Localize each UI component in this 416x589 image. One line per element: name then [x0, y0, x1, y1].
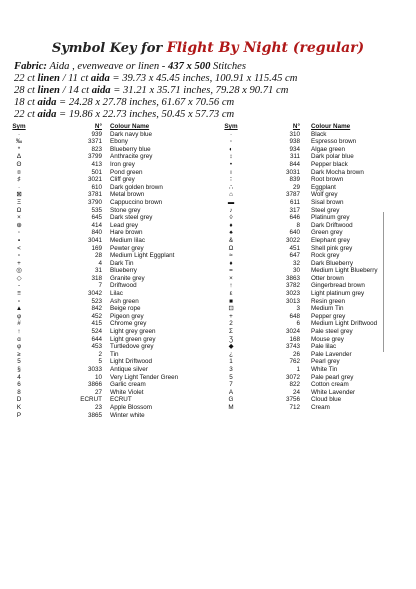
- number-cell: 24: [292, 388, 300, 396]
- symbol-cell: 5: [229, 373, 233, 381]
- number-cell: 523: [91, 297, 102, 305]
- symbol-cell: G: [228, 396, 234, 404]
- number-cell: 4: [98, 259, 102, 267]
- number-cell: 3042: [87, 290, 102, 298]
- symbol-cell: ♦: [229, 221, 233, 229]
- number-cell: 7: [98, 282, 102, 290]
- number-cell: 611: [289, 198, 300, 206]
- colour-name-cell: Root brown: [311, 176, 344, 184]
- number-cell: 5: [98, 358, 102, 366]
- number-cell: 3863: [285, 274, 300, 282]
- symbol-cell: ♪: [229, 206, 233, 214]
- symbol-cell: ▪: [17, 236, 21, 244]
- size-line: 22 ct linen / 11 ct aida = 39.73 x 45.45 inches, 100.91 x 115.45 cm: [14, 73, 298, 85]
- symbol-cell: ·: [229, 130, 233, 138]
- colour-name-cell: Cream: [311, 403, 330, 411]
- symbol-cell: A: [228, 388, 234, 396]
- number-cell: 32: [292, 259, 300, 267]
- colour-name-cell: Black: [311, 130, 327, 138]
- symbol-cell: ı: [230, 168, 232, 176]
- colour-name-cell: Shell pink grey: [311, 244, 353, 252]
- symbol-cell: ◐: [229, 145, 233, 153]
- colour-name-cell: Cappuccino brown: [110, 198, 163, 206]
- number-cell: 3371: [87, 138, 102, 146]
- symbol-cell: ◎: [16, 267, 22, 275]
- header-sym: Sym: [224, 123, 238, 130]
- colour-name-cell: Espresso brown: [311, 138, 357, 146]
- symbol-cell: ♯: [17, 176, 21, 184]
- colour-name-cell: Blueberry: [110, 267, 137, 275]
- symbol-cell: +: [17, 259, 21, 267]
- number-cell: 840: [91, 229, 102, 237]
- number-cell: 3031: [285, 168, 300, 176]
- symbol-cell: φ: [16, 312, 22, 320]
- number-cell: 452: [91, 312, 102, 320]
- colour-name-cell: Dark navy blue: [110, 130, 152, 138]
- colour-name-cell: Winter white: [110, 411, 145, 419]
- number-cell: 3022: [285, 236, 300, 244]
- number-cell: 23: [94, 403, 102, 411]
- number-cell: 30: [292, 267, 300, 275]
- colour-name-cell: Metal brown: [110, 191, 145, 199]
- number-cell: 3865: [87, 411, 102, 419]
- colour-name-cell: Pale lilac: [311, 343, 337, 351]
- colour-name-cell: Light platinum grey: [311, 290, 365, 298]
- number-cell: 3013: [285, 297, 300, 305]
- number-cell: 3023: [285, 290, 300, 298]
- colour-name-cell: Otter brown: [311, 274, 344, 282]
- size-line: 28 ct linen / 14 ct aida = 31.21 x 35.71 inches, 79.28 x 90.71 cm: [14, 85, 289, 97]
- header-sym: Sym: [12, 123, 26, 130]
- number-cell: 644: [91, 335, 102, 343]
- number-cell: 3041: [87, 236, 102, 244]
- colour-name-cell: Gingerbread brown: [311, 282, 365, 290]
- symbol-cell: ♦: [229, 259, 233, 267]
- colour-name-cell: Dark Mocha brown: [311, 168, 364, 176]
- number-cell: 3743: [285, 343, 300, 351]
- symbol-cell: =: [229, 267, 233, 275]
- colour-name-cell: Dark Tin: [110, 259, 134, 267]
- number-cell: 3: [296, 305, 300, 313]
- colour-name-cell: Ash green: [110, 297, 139, 305]
- number-cell: 939: [91, 130, 102, 138]
- symbol-cell: ⊕: [16, 221, 22, 229]
- colour-name-cell: Medium lilac: [110, 236, 145, 244]
- colour-name-cell: Medium Tin: [311, 305, 344, 313]
- colour-name-cell: Algae green: [311, 145, 345, 153]
- colour-name-cell: Garlic cream: [110, 381, 146, 389]
- colour-name-cell: Pepper grey: [311, 312, 346, 320]
- colour-name-cell: Resin green: [311, 297, 345, 305]
- symbol-cell: ɑ: [17, 335, 21, 343]
- symbol-cell: ¿: [229, 350, 233, 358]
- symbol-cell: Ξ: [16, 198, 22, 206]
- colour-name-cell: Light Driftwood: [110, 358, 152, 366]
- symbol-cell: Σ: [229, 328, 233, 336]
- colour-name-cell: Lilac: [110, 290, 123, 298]
- number-cell: 169: [91, 244, 102, 252]
- number-cell: 311: [289, 153, 300, 161]
- number-cell: 535: [91, 206, 102, 214]
- colour-name-cell: Ebony: [110, 138, 128, 146]
- size-line: 22 ct aida = 19.86 x 22.73 inches, 50.45 x 57.73 cm: [14, 109, 235, 121]
- pattern-name: Flight By Night (regular): [166, 40, 365, 56]
- number-cell: 3756: [285, 396, 300, 404]
- colour-name-cell: Sisal brown: [311, 198, 344, 206]
- symbol-cell: ⊠: [16, 191, 22, 199]
- colour-name-cell: Driftwood: [110, 282, 137, 290]
- colour-name-cell: Cotton cream: [311, 381, 349, 389]
- number-cell: 10: [94, 373, 102, 381]
- symbol-cell: ¤: [17, 168, 21, 176]
- colour-name-cell: Rock grey: [311, 252, 340, 260]
- colour-name-cell: Chrome grey: [110, 320, 147, 328]
- fabric-line: [14, 61, 410, 73]
- symbol-cell: ♠: [229, 229, 233, 237]
- colour-name-cell: Pale steel grey: [311, 328, 353, 336]
- symbol-cell: ⌂: [229, 191, 233, 199]
- divider-line: [383, 212, 384, 352]
- number-cell: 3072: [285, 373, 300, 381]
- symbol-cell: ▫: [17, 297, 21, 305]
- symbol-cell: •: [229, 160, 233, 168]
- stitch-unit: Stitches: [213, 61, 246, 72]
- symbol-cell: &: [228, 236, 234, 244]
- symbol-cell: ‰: [15, 138, 23, 146]
- fabric-info: [14, 61, 410, 121]
- colour-name-cell: Beige rope: [110, 305, 141, 313]
- number-cell: 3782: [285, 282, 300, 290]
- colour-name-cell: Medium Light Eggplant: [110, 252, 175, 260]
- symbol-cell: ◦: [17, 229, 21, 237]
- colour-name-cell: Dark polar blue: [311, 153, 354, 161]
- colour-name-cell: Eggplant: [311, 183, 336, 191]
- number-cell: 839: [289, 176, 300, 184]
- symbol-cell: Ʒ: [229, 335, 233, 343]
- colour-name-cell: Steel grey: [311, 206, 340, 214]
- number-cell: 415: [91, 320, 102, 328]
- number-cell: 413: [91, 160, 102, 168]
- fabric-types: Aida , evenweave or linen -: [49, 61, 166, 72]
- colour-name-cell: Pepper black: [311, 160, 348, 168]
- colour-name-cell: Pearl grey: [311, 358, 340, 366]
- colour-name-cell: Cliff grey: [110, 176, 135, 184]
- symbol-cell: ↕: [229, 153, 233, 161]
- colour-name-cell: ECRUT: [110, 396, 132, 404]
- number-cell: 29: [292, 183, 300, 191]
- colour-name-cell: Hare brown: [110, 229, 143, 237]
- colour-name-cell: Anthracite grey: [110, 153, 153, 161]
- number-cell: 6: [296, 320, 300, 328]
- colour-name-cell: Apple Blossom: [110, 403, 152, 411]
- colour-name-cell: Tin: [110, 350, 119, 358]
- fabric-label: Fabric:: [14, 61, 47, 72]
- number-cell: 645: [91, 214, 102, 222]
- symbol-cell: 2: [229, 320, 233, 328]
- size-line: 18 ct aida = 24.28 x 27.78 inches, 61.67 x 70.56 cm: [14, 97, 235, 109]
- symbol-cell: ▲: [15, 305, 23, 313]
- symbol-cell: -: [17, 282, 21, 290]
- symbol-cell: ⊡: [228, 305, 234, 313]
- header-colour-name: Colour Name: [311, 123, 351, 130]
- number-cell: 8: [296, 221, 300, 229]
- symbol-cell: Ω: [228, 244, 234, 252]
- symbol-cell: D: [16, 396, 22, 404]
- colour-name-cell: Wolf grey: [311, 191, 338, 199]
- colour-name-cell: Green grey: [311, 229, 343, 237]
- symbol-cell: M: [228, 403, 234, 411]
- colour-name-cell: Iron grey: [110, 160, 135, 168]
- symbol-cell: ◦: [229, 138, 233, 146]
- symbol-cell: ≥: [17, 350, 21, 358]
- symbol-cell: <: [17, 244, 21, 252]
- symbol-cell: ε: [229, 290, 233, 298]
- symbol-cell: ◆: [228, 343, 234, 351]
- number-cell: 3033: [87, 366, 102, 373]
- number-cell: 501: [91, 168, 102, 176]
- colour-name-cell: Light grey green: [110, 328, 156, 336]
- page-title: [0, 40, 416, 56]
- number-cell: 310: [289, 130, 300, 138]
- header-number: N°: [94, 123, 102, 130]
- number-cell: 524: [91, 328, 102, 336]
- number-cell: 451: [289, 244, 300, 252]
- symbol-cell: ◊: [229, 214, 233, 222]
- number-cell: 823: [91, 145, 102, 153]
- colour-name-cell: Light green grey: [110, 335, 156, 343]
- colour-name-cell: Turtledove grey: [110, 343, 154, 351]
- number-cell: 712: [289, 403, 300, 411]
- colour-name-cell: Pigeon grey: [110, 312, 144, 320]
- symbol-cell: 5: [17, 358, 21, 366]
- stitch-size: 437 x 500: [168, 61, 211, 72]
- colour-name-cell: Platinum grey: [311, 214, 350, 222]
- colour-name-cell: Medium Light Driftwood: [311, 320, 378, 328]
- colour-name-cell: Pond green: [110, 168, 143, 176]
- number-cell: 3024: [285, 328, 300, 336]
- number-cell: 3790: [87, 198, 102, 206]
- symbol-cell: 8: [17, 388, 21, 396]
- symbol-cell: ·: [17, 183, 21, 191]
- number-cell: 28: [94, 252, 102, 260]
- symbol-cell: K: [16, 403, 22, 411]
- symbol-cell: P: [16, 411, 22, 419]
- symbol-cell: 1: [229, 358, 233, 366]
- symbol-cell: ≈: [229, 252, 233, 260]
- number-cell: 1: [296, 366, 300, 373]
- symbol-cell: 6: [17, 381, 21, 389]
- number-cell: 3799: [87, 153, 102, 161]
- number-cell: 318: [91, 274, 102, 282]
- number-cell: 646: [289, 214, 300, 222]
- number-cell: 168: [289, 335, 300, 343]
- number-cell: 453: [91, 343, 102, 351]
- symbol-cell: 4: [17, 373, 21, 381]
- number-cell: 648: [289, 312, 300, 320]
- colour-name-cell: Very Light Tender Green: [110, 373, 179, 381]
- colour-name-cell: Cloud blue: [311, 396, 342, 404]
- colour-name-cell: Pale Lavender: [311, 350, 352, 358]
- number-cell: 31: [94, 267, 102, 275]
- symbol-cell: ×: [17, 214, 21, 222]
- symbol-cell: ·: [17, 130, 21, 138]
- number-cell: ECRUT: [80, 396, 102, 404]
- colour-name-cell: Medium Light Blueberry: [311, 267, 378, 275]
- number-cell: 2: [98, 350, 102, 358]
- symbol-cell: ≡: [17, 290, 21, 298]
- number-cell: 3866: [87, 381, 102, 389]
- colour-name-cell: Stone grey: [110, 206, 141, 214]
- colour-name-cell: Granite grey: [110, 274, 145, 282]
- colour-name-cell: White Violet: [110, 388, 144, 396]
- header-number: N°: [292, 123, 300, 130]
- symbol-cell: 7: [229, 381, 233, 389]
- symbol-cell: Δ: [16, 153, 22, 161]
- symbol-cell: ʘ: [16, 160, 22, 168]
- number-cell: 3021: [87, 176, 102, 184]
- number-cell: 844: [289, 160, 300, 168]
- number-cell: 647: [289, 252, 300, 260]
- number-cell: 610: [91, 183, 102, 191]
- symbol-cell: ↑: [229, 282, 233, 290]
- number-cell: 938: [289, 138, 300, 146]
- title-prefix: Symbol Key for: [51, 41, 163, 56]
- colour-name-cell: Dark steel grey: [110, 214, 153, 222]
- number-cell: 822: [289, 381, 300, 389]
- colour-name-cell: Elephant grey: [311, 236, 350, 244]
- colour-name-cell: Dark Driftwood: [311, 221, 353, 229]
- symbol-cell: Ω: [16, 206, 22, 214]
- colour-name-cell: Pewter grey: [110, 244, 144, 252]
- symbol-cell: ■: [229, 297, 233, 305]
- symbol-cell: +: [229, 312, 233, 320]
- number-cell: 3787: [285, 191, 300, 199]
- symbol-cell: ∴: [228, 183, 233, 191]
- symbol-cell: #: [17, 320, 21, 328]
- number-cell: 27: [94, 388, 102, 396]
- number-cell: 640: [289, 229, 300, 237]
- number-cell: 3781: [87, 191, 102, 199]
- colour-name-cell: Lead grey: [110, 221, 139, 229]
- number-cell: 414: [91, 221, 102, 229]
- number-cell: 934: [289, 145, 300, 153]
- colour-name-cell: Pale pearl grey: [311, 373, 354, 381]
- colour-name-cell: Dark Blueberry: [311, 259, 353, 267]
- symbol-cell: 3: [229, 366, 233, 373]
- symbol-cell: *: [17, 145, 21, 153]
- colour-name-cell: Mouse grey: [311, 335, 344, 343]
- header-colour-name: Colour Name: [110, 123, 150, 130]
- colour-name-cell: Blueberry blue: [110, 145, 151, 153]
- symbol-cell: §: [17, 366, 21, 373]
- colour-name-cell: Dark golden brown: [110, 183, 163, 191]
- symbol-cell: ▫: [17, 252, 21, 260]
- number-cell: 26: [292, 350, 300, 358]
- colour-name-cell: White Lavender: [311, 388, 356, 396]
- symbol-cell: ◇: [16, 274, 22, 282]
- symbol-cell: ×: [229, 274, 233, 282]
- symbol-cell: ∶: [230, 176, 232, 184]
- symbol-cell: ↑: [17, 328, 21, 336]
- colour-name-cell: Antique silver: [110, 366, 148, 373]
- number-cell: 842: [91, 305, 102, 313]
- colour-name-cell: White Tin: [311, 366, 338, 373]
- symbol-cell: φ: [16, 343, 22, 351]
- number-cell: 317: [289, 206, 300, 214]
- number-cell: 762: [289, 358, 300, 366]
- symbol-cell: ▬: [227, 198, 235, 206]
